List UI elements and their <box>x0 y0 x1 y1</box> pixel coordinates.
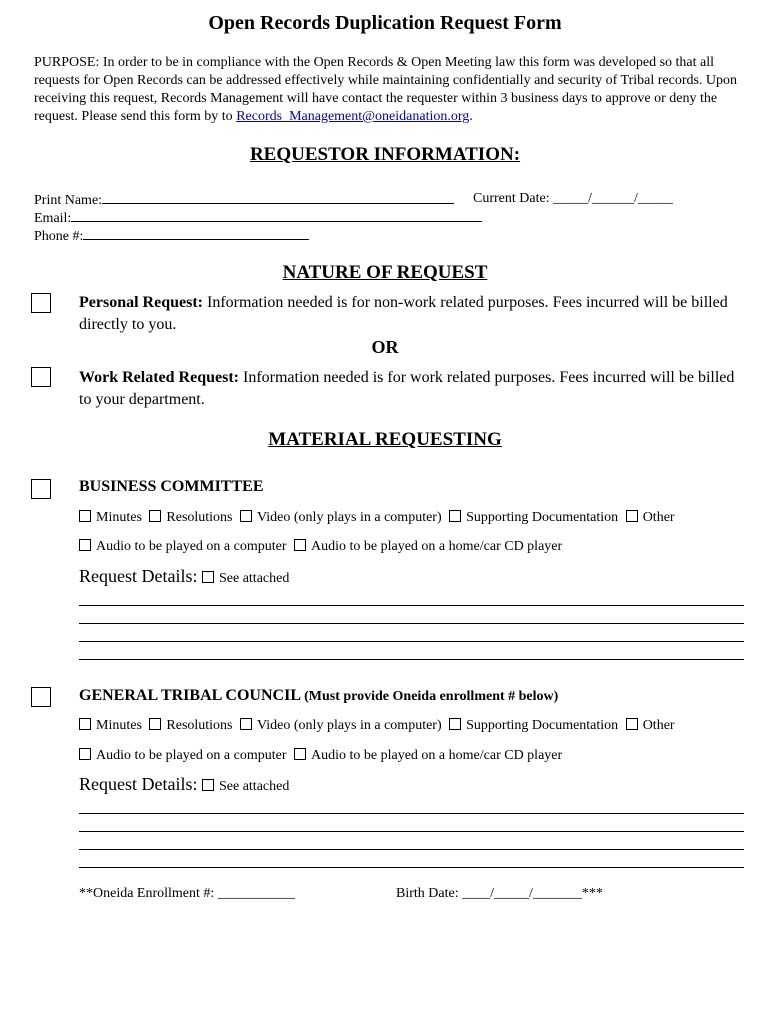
work-request-label: Work Related Request: <box>79 369 239 386</box>
bc-details-line[interactable] <box>79 605 744 606</box>
email-row <box>34 209 482 227</box>
checkbox-icon <box>149 718 161 730</box>
bc-options-row2 <box>79 539 566 555</box>
phone-field[interactable] <box>83 227 309 240</box>
personal-request-label: Personal Request: <box>79 294 203 311</box>
bc-request-details <box>79 566 289 587</box>
gtc-note: (Must provide Oneida enrollment # below) <box>304 689 559 704</box>
work-request-text <box>79 367 749 411</box>
personal-request-checkbox[interactable] <box>31 293 51 313</box>
gtc-label-row <box>79 687 558 705</box>
bc-details-line[interactable] <box>79 623 744 624</box>
gtc-option-audio-cd[interactable]: Audio to be played on a home/car CD player <box>294 748 562 763</box>
bc-options-row1 <box>79 510 679 526</box>
bc-details-line[interactable] <box>79 659 744 660</box>
current-date-row <box>473 191 673 207</box>
gtc-option-other[interactable]: Other <box>626 718 675 733</box>
work-request-description: Information needed is for work related purposes. Fees incurred will be billed to your department. <box>79 369 735 408</box>
gtc-option-video[interactable]: Video (only plays in a computer) <box>240 718 442 733</box>
enrollment-field[interactable]: ___________ <box>217 886 295 901</box>
gtc-options-row2 <box>79 748 566 764</box>
material-heading: MATERIAL REQUESTING <box>268 429 502 450</box>
email-label: Email: <box>34 211 72 226</box>
gtc-see-attached-option[interactable]: See attached <box>202 779 289 794</box>
bc-details-label: Request Details: <box>79 566 198 586</box>
records-email-link[interactable]: Records_Management@oneidanation.org <box>236 109 470 124</box>
checkbox-icon <box>79 510 91 522</box>
gtc-details-label: Request Details: <box>79 774 198 794</box>
checkbox-icon <box>626 718 638 730</box>
email-field[interactable] <box>71 209 482 222</box>
gtc-label: GENERAL TRIBAL COUNCIL <box>79 687 301 704</box>
business-committee-label: BUSINESS COMMITTEE <box>79 478 264 495</box>
general-tribal-council-checkbox[interactable] <box>31 687 51 707</box>
bc-option-video[interactable]: Video (only plays in a computer) <box>240 510 442 525</box>
checkbox-icon <box>79 748 91 760</box>
enrollment-row <box>79 886 295 902</box>
checkbox-icon <box>202 779 214 791</box>
purpose-paragraph <box>34 54 746 126</box>
current-date-field[interactable]: _____/______/_____ <box>553 191 673 206</box>
print-name-label: Print Name: <box>34 193 103 208</box>
gtc-option-audio-computer[interactable]: Audio to be played on a computer <box>79 748 287 763</box>
checkbox-icon <box>240 510 252 522</box>
bc-see-attached-option[interactable]: See attached <box>202 571 289 586</box>
checkbox-icon <box>79 539 91 551</box>
checkbox-icon <box>449 718 461 730</box>
work-request-checkbox[interactable] <box>31 367 51 387</box>
gtc-details-line[interactable] <box>79 831 744 832</box>
personal-request-text <box>79 292 749 336</box>
enrollment-label: **Oneida Enrollment #: <box>79 886 218 901</box>
requestor-heading: REQUESTOR INFORMATION: <box>249 144 521 165</box>
birth-date-label: Birth Date: <box>396 886 463 901</box>
print-name-field[interactable] <box>102 191 454 204</box>
or-separator: OR <box>371 337 399 357</box>
gtc-options-row1 <box>79 718 679 734</box>
purpose-text: PURPOSE: In order to be in compliance with the Open Records & Open Meeting law this form was developed so that all requests for Open Records can be addressed effectively while maintaining confidentially and security of Tribal records. Upon receiving this request, Records Management will have contact the requester within 3 business days to approve or deny the request. Please send this form by to <box>34 55 738 124</box>
checkbox-icon <box>294 748 306 760</box>
checkbox-icon <box>240 718 252 730</box>
print-name-row <box>34 191 454 209</box>
bc-details-line[interactable] <box>79 641 744 642</box>
checkbox-icon <box>202 571 214 583</box>
checkbox-icon <box>449 510 461 522</box>
business-committee-checkbox[interactable] <box>31 479 51 499</box>
bc-option-resolutions[interactable]: Resolutions <box>149 510 232 525</box>
bc-option-audio-computer[interactable]: Audio to be played on a computer <box>79 539 287 554</box>
gtc-option-resolutions[interactable]: Resolutions <box>149 718 232 733</box>
bc-option-supporting-docs[interactable]: Supporting Documentation <box>449 510 618 525</box>
gtc-option-minutes[interactable]: Minutes <box>79 718 142 733</box>
phone-row <box>34 227 309 245</box>
birth-date-field[interactable]: ____/_____/_______*** <box>462 886 603 901</box>
bc-option-other[interactable]: Other <box>626 510 675 525</box>
gtc-details-line[interactable] <box>79 867 744 868</box>
checkbox-icon <box>79 718 91 730</box>
nature-heading: NATURE OF REQUEST <box>282 262 488 283</box>
gtc-details-line[interactable] <box>79 849 744 850</box>
gtc-request-details <box>79 774 289 795</box>
checkbox-icon <box>626 510 638 522</box>
purpose-end: . <box>469 109 473 124</box>
checkbox-icon <box>149 510 161 522</box>
bc-option-audio-cd[interactable]: Audio to be played on a home/car CD player <box>294 539 562 554</box>
form-title: Open Records Duplication Request Form <box>208 12 562 34</box>
checkbox-icon <box>294 539 306 551</box>
gtc-option-supporting-docs[interactable]: Supporting Documentation <box>449 718 618 733</box>
personal-request-description: Information needed is for non-work related purposes. Fees incurred will be billed directly to you. <box>79 294 728 333</box>
gtc-details-line[interactable] <box>79 813 744 814</box>
birth-date-row <box>396 886 603 902</box>
current-date-label: Current Date: <box>473 191 550 206</box>
phone-label: Phone #: <box>34 229 84 244</box>
bc-option-minutes[interactable]: Minutes <box>79 510 142 525</box>
